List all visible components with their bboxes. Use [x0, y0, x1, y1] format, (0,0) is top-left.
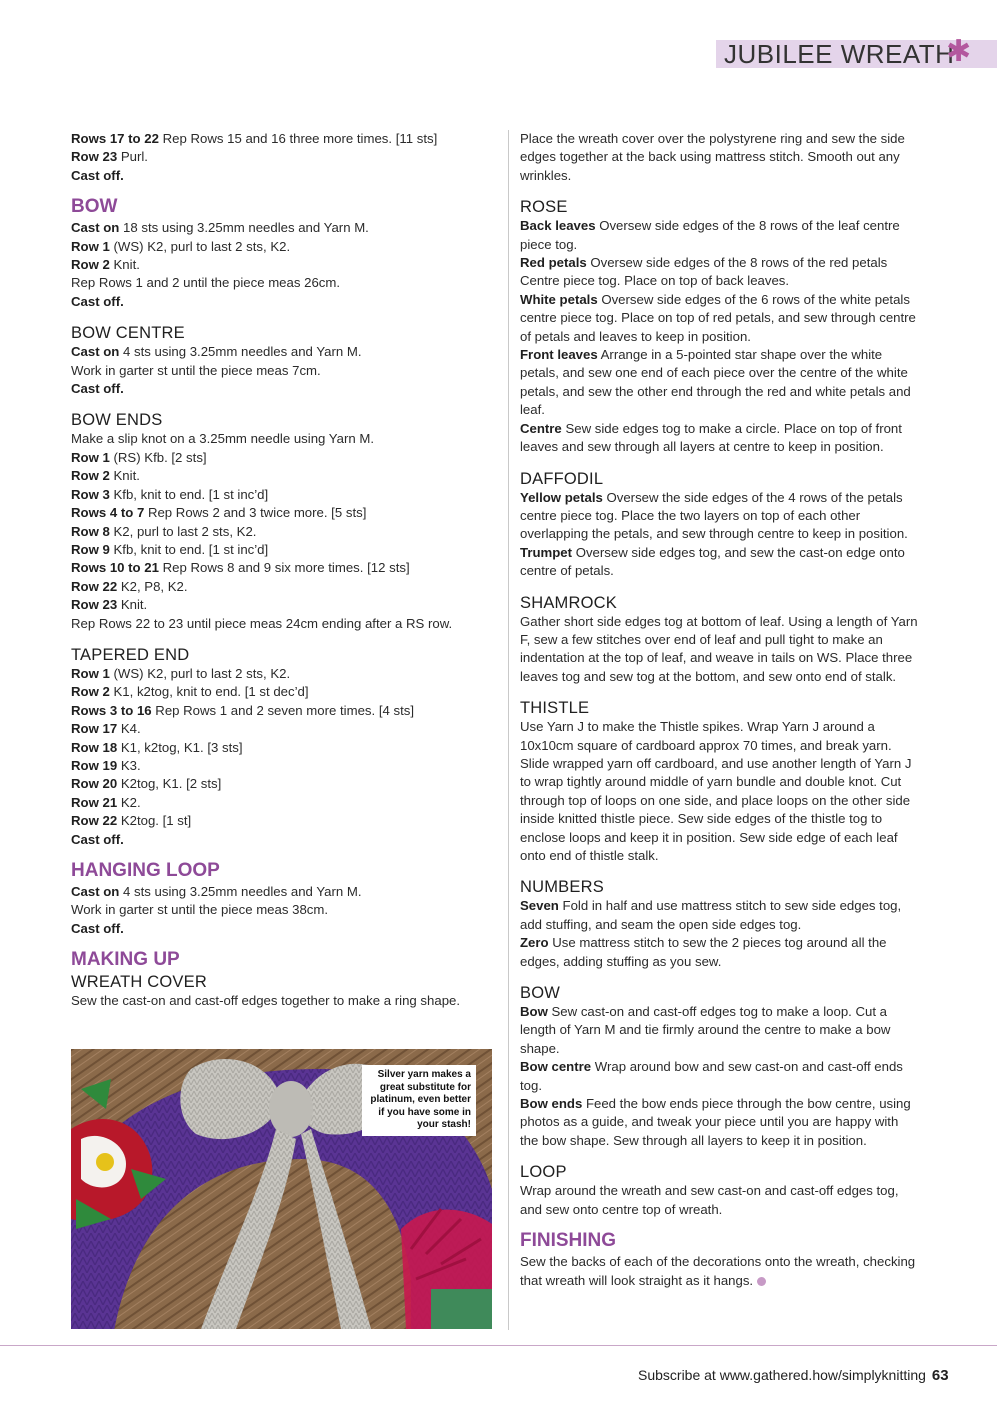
- bow-instructions: [71, 219, 496, 311]
- section-heading-loop: LOOP: [520, 1163, 567, 1182]
- instruction-line: [71, 380, 496, 398]
- instruction-line: [71, 148, 496, 166]
- instruction-line: [520, 401, 945, 419]
- instruction-line: [71, 992, 496, 1010]
- instruction-line: [520, 613, 945, 631]
- instruction-line: [71, 449, 496, 467]
- instruction-line: [520, 1132, 945, 1150]
- instruction-text: photos as a guide, and tweak your piece until you are happy with: [520, 1114, 899, 1130]
- loop-instructions: [520, 1182, 945, 1219]
- instruction-text: K2tog, K1. [2 sts]: [117, 776, 222, 792]
- instruction-line: [71, 219, 496, 237]
- instruction-line: [520, 755, 945, 773]
- wreath-photo: [71, 1049, 492, 1329]
- instruction-label: Rows 4 to 7: [71, 505, 145, 521]
- instruction-text: (WS) K2, purl to last 2 sts, K2.: [109, 238, 291, 254]
- instruction-text: leaves tog and sew tog at the bottom, and sew onto end of stalk.: [520, 668, 897, 684]
- instruction-label: Rows 3 to 16: [71, 702, 152, 718]
- instruction-line: [520, 1113, 945, 1131]
- instruction-line: [520, 1272, 945, 1290]
- instruction-text: Oversew side edges tog, and sew the cast-on edge onto: [572, 544, 905, 560]
- instruction-label: Cast off.: [71, 381, 124, 397]
- instruction-text: Use Yarn J to make the Thistle spikes. Wrap Yarn J around a: [520, 719, 875, 735]
- instruction-text: add stuffing, and seam the open side edges tog.: [520, 916, 802, 932]
- instruction-line: [71, 812, 496, 830]
- bow-centre-instructions: [71, 343, 496, 398]
- instruction-line: [520, 1040, 945, 1058]
- instruction-text: to wrap tightly around middle of yarn bundle and double knot. Cut: [520, 774, 902, 790]
- instruction-line: [71, 615, 496, 633]
- instruction-text: the bow shape. Sew through all layers to keep it in position.: [520, 1132, 867, 1148]
- instruction-label: Row 2: [71, 684, 110, 700]
- instruction-line: [71, 362, 496, 380]
- instruction-text: tog.: [520, 1077, 542, 1093]
- instruction-text: Sew the backs of each of the decorations onto the wreath, checking: [520, 1254, 916, 1270]
- instruction-label: Row 9: [71, 541, 110, 557]
- instruction-line: [520, 1077, 945, 1095]
- instruction-line: [520, 544, 945, 562]
- instruction-line: [71, 541, 496, 559]
- instruction-text: Oversew side edges of the 6 rows of the white petals: [597, 291, 910, 307]
- section-heading-rose: ROSE: [520, 198, 568, 217]
- bow-ends-instructions: [71, 430, 496, 632]
- instruction-text: through top of loops on one side, and place loops on the other side: [520, 792, 911, 808]
- instruction-label: Row 2: [71, 257, 110, 273]
- instruction-label: White petals: [520, 291, 598, 307]
- thistle-instructions: [520, 718, 945, 865]
- instruction-line: [520, 130, 945, 148]
- instruction-line: [520, 773, 945, 791]
- instruction-text: Sew side edges tog to make a circle. Place on top of front: [561, 420, 902, 436]
- instruction-line: [71, 596, 496, 614]
- instruction-line: [71, 831, 496, 849]
- instruction-label: Row 1: [71, 238, 110, 254]
- instruction-line: [520, 346, 945, 364]
- instruction-label: Cast off.: [71, 831, 124, 847]
- instruction-line: [520, 272, 945, 290]
- section-heading-making-up: MAKING UP: [71, 949, 180, 971]
- instruction-line: [71, 293, 496, 311]
- instruction-label: Cast on: [71, 220, 120, 236]
- instruction-label: Yellow petals: [520, 489, 603, 505]
- instruction-text: K2tog. [1 st]: [117, 813, 192, 829]
- instruction-text: Work in garter st until the piece meas 38cm.: [71, 902, 329, 918]
- instruction-text: Oversew the side edges of the 4 rows of the petals: [602, 489, 903, 505]
- instruction-text: (WS) K2, purl to last 2 sts, K2.: [109, 665, 291, 681]
- instruction-line: [520, 916, 945, 934]
- instruction-line: [520, 1253, 945, 1271]
- instruction-label: Bow centre: [520, 1059, 592, 1075]
- instruction-text: Sew cast-on and cast-off edges tog to make a loop. Cut a: [547, 1004, 888, 1020]
- instruction-text: Rep Rows 1 and 2 seven more times. [4 sts]: [151, 702, 415, 718]
- rose-instructions: [520, 217, 945, 456]
- shamrock-instructions: [520, 613, 945, 687]
- section-heading-hanging-loop: HANGING LOOP: [71, 860, 220, 881]
- instruction-line: [520, 1021, 945, 1039]
- instruction-text: Rep Rows 1 and 2 until the piece meas 26cm.: [71, 275, 341, 291]
- instruction-text: Slide wrapped yarn off cardboard, and use another length of Yarn J: [520, 755, 912, 771]
- instruction-line: [520, 1058, 945, 1076]
- wreath-cover-continued: [520, 130, 945, 185]
- instruction-text: Make a slip knot on a 3.25mm needle using Yarn M.: [71, 431, 374, 447]
- instruction-text: wrinkles.: [520, 167, 572, 183]
- hanging-loop-instructions: [71, 883, 496, 938]
- instruction-text: Knit.: [117, 597, 148, 613]
- instruction-text: (RS) Kfb. [2 sts]: [109, 449, 207, 465]
- instruction-line: [520, 507, 945, 525]
- page-title: JUBILEE WREATH: [724, 39, 955, 69]
- instruction-text: Fold in half and use mattress stitch to sew side edges tog,: [558, 898, 902, 914]
- instruction-line: [71, 665, 496, 683]
- instruction-text: K1, k2tog, K1. [3 sts]: [117, 739, 243, 755]
- instruction-text: Rep Rows 15 and 16 three more times. [11 sts]: [158, 131, 438, 146]
- instruction-line: [71, 683, 496, 701]
- instruction-label: Row 22: [71, 578, 118, 594]
- instruction-text: shape.: [520, 1040, 560, 1056]
- instruction-label: Back leaves: [520, 218, 596, 234]
- instruction-label: Rows 17 to 22: [71, 131, 159, 146]
- subscribe-link[interactable]: Subscribe at www.gathered.how/simplyknitting: [638, 1367, 926, 1383]
- instruction-line: [520, 792, 945, 810]
- instruction-text: edges together at the back using mattress stitch. Smooth out any: [520, 149, 900, 165]
- instruction-text: Place the wreath cover over the polystyrene ring and sew the side: [520, 131, 905, 146]
- instruction-label: Bow: [520, 1004, 548, 1020]
- section-heading-thistle: THISTLE: [520, 699, 590, 718]
- instruction-text: onto end of thistle stalk.: [520, 848, 659, 863]
- instruction-text: overlapping the petals, and sew through centre to keep in position.: [520, 526, 908, 542]
- section-heading-numbers: NUMBERS: [520, 878, 604, 897]
- instruction-line: [71, 523, 496, 541]
- instruction-text: centre piece tog. Place on top of red petals, and sew through centre: [520, 310, 916, 326]
- instruction-line: [520, 525, 945, 543]
- footer: [638, 1367, 949, 1384]
- instruction-text: Knit.: [109, 257, 140, 273]
- instruction-text: centre of petals.: [520, 563, 614, 579]
- flower-star-icon: ✱: [946, 35, 972, 68]
- instruction-line: [520, 291, 945, 309]
- instruction-text: K3.: [117, 757, 141, 773]
- instruction-line: [520, 810, 945, 828]
- section-heading-bow-ends: BOW ENDS: [71, 411, 163, 430]
- right-column: [520, 130, 945, 1290]
- instruction-text: 18 sts using 3.25mm needles and Yarn M.: [119, 220, 369, 236]
- instruction-line: [520, 668, 945, 686]
- intro-rows: [71, 130, 496, 185]
- instruction-line: [520, 383, 945, 401]
- instruction-label: Row 3: [71, 486, 110, 502]
- section-heading-finishing: FINISHING: [520, 1230, 617, 1252]
- instruction-text: K2, P8, K2.: [117, 578, 188, 594]
- instruction-text: F, sew a few stitches over end of leaf and pull tight to make an: [520, 631, 883, 647]
- instruction-text: Oversew side edges of the 8 rows of the red petals: [586, 255, 888, 271]
- section-heading-bow-right: BOW: [520, 984, 561, 1003]
- instruction-line: [71, 274, 496, 292]
- section-heading-bow-centre: BOW CENTRE: [71, 324, 185, 343]
- instruction-line: [71, 467, 496, 485]
- instruction-line: [520, 737, 945, 755]
- section-heading-tapered-end: TAPERED END: [71, 645, 190, 664]
- instruction-line: [71, 794, 496, 812]
- instruction-text: petals, and sew one end of each piece over the centre of the white: [520, 365, 908, 381]
- tapered-end-instructions: [71, 665, 496, 849]
- instruction-text: leaves and sew through all layers at centre to keep in position.: [520, 439, 884, 455]
- column-divider: [508, 130, 509, 1330]
- instruction-text: piece tog.: [520, 236, 578, 252]
- instruction-line: [520, 148, 945, 166]
- instruction-text: 4 sts using 3.25mm needles and Yarn M.: [119, 884, 362, 899]
- instruction-line: [520, 897, 945, 915]
- finishing-instructions: [520, 1253, 945, 1290]
- instruction-line: [520, 1003, 945, 1021]
- instruction-label: Row 1: [71, 449, 110, 465]
- instruction-label: Cast off.: [71, 167, 124, 183]
- instruction-label: Seven: [520, 898, 559, 914]
- instruction-line: [71, 720, 496, 738]
- instruction-text: 10x10cm square of cardboard approx 70 times, and break yarn.: [520, 737, 892, 753]
- instruction-label: Row 23: [71, 597, 118, 613]
- instruction-text: Rep Rows 2 and 3 twice more. [5 sts]: [144, 505, 367, 521]
- instruction-line: [71, 486, 496, 504]
- instruction-label: Rows 10 to 21: [71, 560, 159, 576]
- bow-making-up-instructions: [520, 1003, 945, 1150]
- instruction-label: Cast on: [71, 884, 120, 899]
- instruction-line: [520, 167, 945, 185]
- instruction-line: [71, 757, 496, 775]
- instruction-label: Trumpet: [520, 544, 573, 560]
- instruction-text: K2, purl to last 2 sts, K2.: [109, 523, 257, 539]
- instruction-line: [71, 559, 496, 577]
- instruction-line: [520, 934, 945, 952]
- instruction-text: Wrap around bow and sew cast-on and cast-off ends: [591, 1059, 903, 1075]
- instruction-label: Row 23: [71, 149, 118, 165]
- instruction-line: [71, 901, 496, 919]
- instruction-label: Cast on: [71, 344, 120, 360]
- instruction-line: [520, 1095, 945, 1113]
- instruction-label: Cast off.: [71, 920, 124, 936]
- instruction-text: Use mattress stitch to sew the 2 pieces tog around all the: [548, 935, 887, 951]
- instruction-text: 4 sts using 3.25mm needles and Yarn M.: [119, 344, 362, 360]
- instruction-line: [520, 718, 945, 736]
- instruction-line: [71, 343, 496, 361]
- instruction-text: Centre piece tog. Place on top of back leaves.: [520, 273, 790, 289]
- instruction-text: Work in garter st until the piece meas 7cm.: [71, 362, 321, 378]
- instruction-text: Rep Rows 22 to 23 until piece meas 24cm ending after a RS row.: [71, 615, 453, 631]
- instruction-line: [520, 420, 945, 438]
- instruction-text: petals, and sew the other end through the red and white petals and: [520, 383, 911, 399]
- instruction-label: Row 2: [71, 468, 110, 484]
- instruction-line: [520, 438, 945, 456]
- instruction-text: Oversew side edges of the 8 rows of the leaf centre: [595, 218, 900, 234]
- instruction-line: [520, 829, 945, 847]
- instruction-line: [71, 920, 496, 938]
- instruction-line: [520, 1182, 945, 1200]
- instruction-label: Row 18: [71, 739, 118, 755]
- daffodil-instructions: [520, 489, 945, 581]
- instruction-line: [520, 217, 945, 235]
- instruction-text: Wrap around the wreath and sew cast-on and cast-off edges tog,: [520, 1183, 899, 1199]
- instruction-text: K4.: [117, 721, 141, 737]
- instruction-line: [520, 649, 945, 667]
- instruction-text: inside knitted thistle piece. Sew side edges of the thistle tog to: [520, 811, 883, 827]
- instruction-line: [520, 309, 945, 327]
- instruction-text: Kfb, knit to end. [1 st inc’d]: [109, 486, 269, 502]
- instruction-label: Row 19: [71, 757, 118, 773]
- section-subheading-wreath-cover: WREATH COVER: [71, 973, 207, 992]
- left-column: [71, 130, 496, 1011]
- instruction-text: Sew the cast-on and cast-off edges together to make a ring shape.: [71, 993, 461, 1009]
- footer-rule: [0, 1345, 997, 1346]
- instruction-line: [520, 328, 945, 346]
- instruction-line: [71, 775, 496, 793]
- instruction-text: Purl.: [117, 149, 148, 165]
- instruction-label: Red petals: [520, 255, 587, 271]
- instruction-label: Row 22: [71, 813, 118, 829]
- instruction-label: Row 21: [71, 794, 118, 810]
- instruction-line: [71, 167, 496, 185]
- instruction-line: [520, 236, 945, 254]
- instruction-line: [520, 953, 945, 971]
- instruction-line: [71, 256, 496, 274]
- instruction-line: [71, 130, 496, 148]
- instruction-label: Row 20: [71, 776, 118, 792]
- instruction-line: [71, 238, 496, 256]
- instruction-text: Kfb, knit to end. [1 st inc’d]: [109, 541, 269, 557]
- instruction-text: Gather short side edges tog at bottom of leaf. Using a length of Yarn: [520, 613, 918, 629]
- photo-caption: Silver yarn makes a great substitute for platinum, even better if you have some in your stash!: [362, 1065, 476, 1136]
- instruction-text: length of Yarn M and tie firmly around the centre to make a bow: [520, 1022, 891, 1038]
- instruction-label: Bow ends: [520, 1096, 583, 1112]
- wreath-cover-instructions: [71, 992, 496, 1010]
- instruction-line: [71, 430, 496, 448]
- instruction-line: [71, 578, 496, 596]
- section-heading-daffodil: DAFFODIL: [520, 469, 604, 488]
- instruction-line: [71, 739, 496, 757]
- instruction-label: Cast off.: [71, 293, 124, 309]
- instruction-line: [71, 702, 496, 720]
- section-heading-shamrock: SHAMROCK: [520, 593, 617, 612]
- instruction-line: [520, 631, 945, 649]
- instruction-text: leaf.: [520, 402, 545, 418]
- instruction-text: Rep Rows 8 and 9 six more times. [12 sts]: [158, 560, 410, 576]
- instruction-line: [520, 562, 945, 580]
- instruction-label: Centre: [520, 420, 562, 436]
- instruction-line: [71, 883, 496, 901]
- instruction-line: [520, 364, 945, 382]
- numbers-instructions: [520, 897, 945, 971]
- instruction-label: Row 1: [71, 665, 110, 681]
- instruction-text: edges, adding stuffing as you sew.: [520, 953, 722, 969]
- instruction-text: centre piece tog. Place the two layers on top of each other: [520, 507, 861, 523]
- instruction-line: [520, 254, 945, 272]
- instruction-label: Row 8: [71, 523, 110, 539]
- instruction-text: and sew onto centre top of wreath.: [520, 1201, 723, 1217]
- instruction-text: Knit.: [109, 468, 140, 484]
- instruction-text: Feed the bow ends piece through the bow centre, using: [582, 1096, 911, 1112]
- instruction-text: that wreath will look straight as it hangs.: [520, 1272, 754, 1288]
- page-number: 63: [931, 1367, 949, 1384]
- instruction-text: Arrange in a 5-pointed star shape over the white: [597, 347, 883, 363]
- instruction-line: [520, 489, 945, 507]
- instruction-label: Row 17: [71, 721, 118, 737]
- instruction-line: [520, 847, 945, 865]
- instruction-text: enclose loops and keep it in position. Sew side edge of each leaf: [520, 829, 898, 845]
- instruction-line: [520, 1201, 945, 1219]
- instruction-text: K1, k2tog, knit to end. [1 st dec’d]: [109, 684, 309, 700]
- instruction-line: [71, 504, 496, 522]
- yarn-ball-end-icon: [757, 1277, 766, 1286]
- instruction-label: Front leaves: [520, 347, 598, 363]
- instruction-label: Zero: [520, 935, 549, 951]
- instruction-text: K2.: [117, 794, 141, 810]
- section-heading-bow: BOW: [71, 196, 118, 218]
- instruction-text: indentation at the top of leaf, and weave in tails on WS. Place three: [520, 650, 913, 666]
- instruction-text: of petals and leaves to keep in position.: [520, 328, 751, 344]
